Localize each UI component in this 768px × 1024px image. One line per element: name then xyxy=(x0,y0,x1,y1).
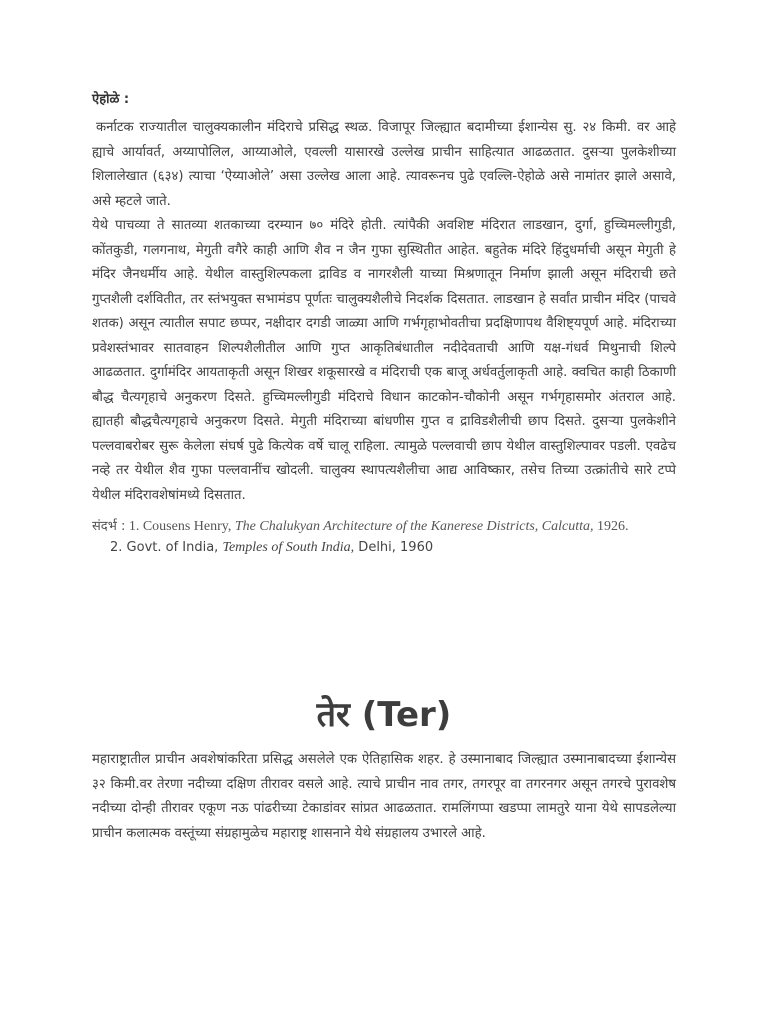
reference-2-prefix: 2. Govt. of India, xyxy=(110,540,223,555)
reference-1-prefix: 1. Cousens Henry, xyxy=(125,519,235,534)
aihole-heading: ऐहोळे : xyxy=(92,92,130,107)
reference-1-suffix: 1926. xyxy=(593,519,629,534)
ter-paragraph: महाराष्ट्रातील प्राचीन अवशेषांकरिता प्रसिद्ध असलेले एक ऐतिहासिक शहर. हे उस्मानाबाद जिल्ह्यात उस्मानाबादच्या ईशान्येस ३२ किमी.वर तेरणा नदीच्या दक्षिण तीरावर वसले आहे. त्याचे प्राचीन नाव तगर, तगरपूर वा तगरनगर असून तगरचे पुरावशेष नदीच्या दोन्ही तीरावर एकूण नऊ पांढरीच्या टेकाडांवर सांप्रत आढळतात. रामलिंगप्पा खडप्पा लामतुरे याना येथे सापडलेल्या प्राचीन कलात्मक वस्तूंच्या संग्रहामुळेच महाराष्ट्र शासनाने येथे संग्रहालय उभारले आहे. xyxy=(92,752,676,841)
reference-2-suffix: Delhi, 1960 xyxy=(354,540,434,555)
aihole-article xyxy=(92,90,676,559)
reference-2 xyxy=(110,537,676,559)
references-label: संदर्भ : xyxy=(92,519,126,534)
aihole-paragraph-1: कर्नाटक राज्यातील चालुक्यकालीन मंदिराचे प्रसिद्ध स्थळ. विजापूर जिल्ह्यात बदामीच्या ईशान्येस सु. २४ किमी. वर आहे ह्याचे आर्यावर्त, अय्यापोलिल, आय्याओले, एवल्ली यासारखे उल्लेख प्राचीन साहित्यात आढळतात. दुसऱ्या पुलकेशीच्या शिलालेखात (६३४) त्याचा ‘ऐय्याओले’ असा उल्लेख आला आहे. त्यावरूनच पुढे एवल्लि-ऐहोळे असे नामांतर झाले असावे, असे म्हटले जाते. xyxy=(92,120,676,209)
references xyxy=(92,516,676,537)
aihole-paragraph-2: येथे पाचव्या ते सातव्या शतकाच्या दरम्यान ७० मंदिरे होती. त्यांपैकी अवशिष्ट मंदिरात लाडखान, दुर्गा, हुच्चिमल्लीगुडी, कोंतकुडी, गलगनाथ, मेगुती वगैरे काही आणि शैव न जैन गुफा सुस्थितीत आहेत. बहुतेक मंदिरे हिंदुधर्माची असून मेगुती हे मंदिर जैनधर्मीय आहे. येथील वास्तुशिल्पकला द्राविड व नागरशैली याच्या मिश्रणातून निर्माण झाली असून मंदिराची छते गुप्तशैली दर्शवितीत, तर स्तंभयुक्त सभामंडप पूर्णतः चालुक्यशैलीचे निदर्शक दिसतात. लाडखान हे सर्वांत प्राचीन मंदिर (पाचवे शतक) असून त्यातील सपाट छप्पर, नक्षीदार दगडी जाळ्या आणि गर्भगृहाभोवतीचा प्रदक्षिणापथ वैशिष्ट्यपूर्ण आहे. मंदिराच्या प्रवेशस्तंभावर सातवाहन शिल्पशैलीतील आणि गुप्त आकृतिबंधातील नदीदेवताची आणि यक्ष-गंधर्व मिथुनाची शिल्पे आढळतात. दुर्गामंदिर आयताकृती असून शिखर शकूसारखे व मंदिराची एक बाजू अर्धवर्तुलाकृती आहे. क्वचित काही ठिकाणी बौद्ध चैत्यगृहाचे अनुकरण दिसते. हुच्चिमल्लीगुडी मंदिराचे विधान काटकोन-चौकोनी असून गर्भगृहासमोर अंतराल आहे. ह्यातही बौद्धचैत्यगृहाचे अनुकरण दिसते. मेगुती मंदिराच्या बांधणीस गुप्त व द्राविडशैलीची छाप दिसते. दुसऱ्या पुलकेशीने पल्लवाबरोबर सुरू केलेला संघर्ष पुढे कित्येक वर्षे चालू राहिला. त्यामुळे पल्लवाची छाप येथील वास्तुशिल्पावर पडली. एवढेच नव्हे तर येथील शैव गुफा पल्लवानींच खोदली. चालुक्य स्थापत्यशैलीचा आद्य आविष्कार, तसेच तिच्या उत्क्रांतीचे सारे टप्पे येथील मंदिरावशेषांमध्ये दिसतात. xyxy=(92,218,676,503)
reference-1-title: The Chalukyan Architecture of the Kanerese Districts, Calcutta, xyxy=(234,519,594,534)
ter-article xyxy=(92,748,676,846)
ter-title: तेर (Ter) xyxy=(316,695,452,735)
reference-2-title: Temples of South India, xyxy=(222,540,355,555)
